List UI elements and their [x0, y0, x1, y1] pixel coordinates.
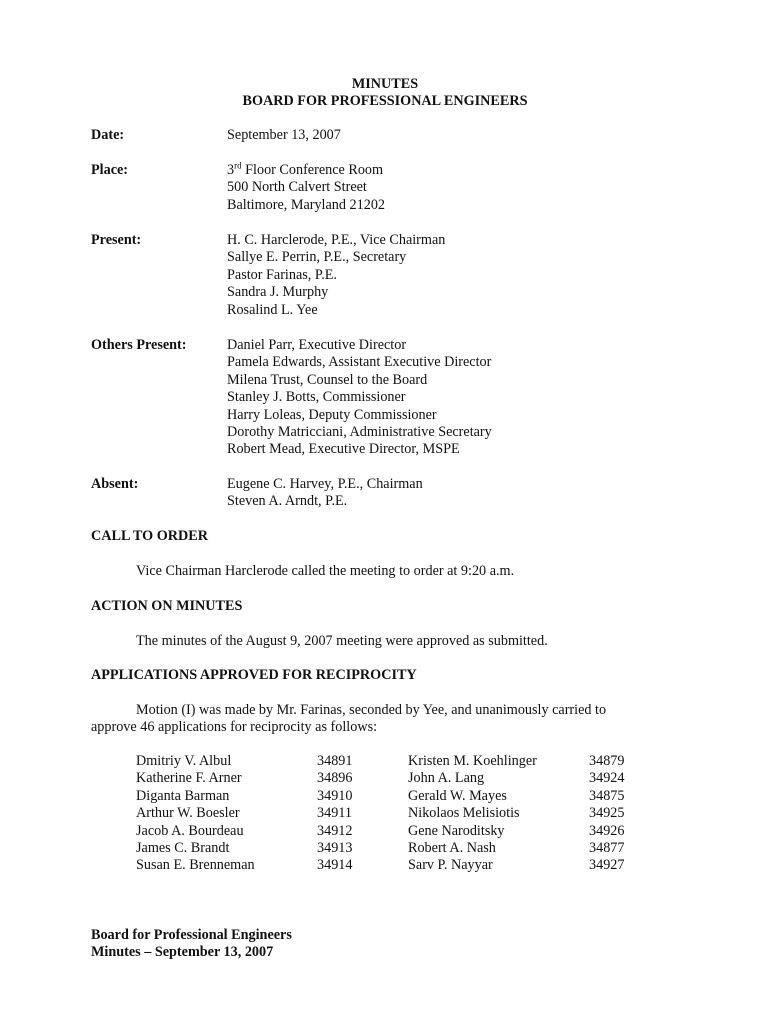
applicant-name: Kristen M. Koehlinger [408, 753, 537, 769]
footer-line-1: Board for Professional Engineers [91, 927, 292, 943]
page-footer [91, 927, 292, 962]
applicant-name: Arthur W. Boesler [136, 805, 240, 822]
applicant-name: Susan E. Brenneman [136, 857, 255, 874]
license-number: 34911 [317, 805, 352, 822]
date-text: September 13, 2007 [227, 127, 341, 143]
document-subtitle: BOARD FOR PROFESSIONAL ENGINEERS [242, 93, 528, 109]
license-number: 34925 [589, 805, 625, 822]
applicant-name: John A. Lang [408, 770, 485, 787]
place-line-2: 500 North Calvert Street [227, 179, 367, 196]
reciprocity-motion [91, 702, 651, 737]
others-present-name: Milena Trust, Counsel to the Board [227, 371, 428, 388]
date-label: Date: [91, 127, 125, 143]
applicant-name: Dmitriy V. Albul [136, 753, 232, 769]
reciprocity-right-numbers [589, 753, 624, 875]
license-number: 34914 [317, 857, 353, 874]
license-number: 34913 [317, 839, 353, 856]
present-name: H. C. Harclerode, P.E., Vice Chairman [227, 232, 446, 248]
license-number: 34877 [589, 839, 625, 856]
reciprocity-heading: APPLICATIONS APPROVED FOR RECIPROCITY [91, 667, 417, 683]
present-list [227, 232, 445, 319]
others-present-label: Others Present: [91, 337, 187, 353]
others-present-name: Dorothy Matricciani, Administrative Secretary [227, 424, 492, 441]
applicant-name: Gerald W. Mayes [408, 787, 507, 804]
absent-name: Steven A. Arndt, P.E. [227, 493, 348, 510]
others-present-name: Robert Mead, Executive Director, MSPE [227, 441, 460, 458]
license-number: 34912 [317, 822, 353, 839]
place-floor-suffix: rd [234, 160, 242, 171]
license-number: 34927 [589, 857, 625, 874]
applicant-name: Sarv P. Nayyar [408, 857, 493, 874]
place-floor-number: 3 [227, 162, 235, 178]
license-number: 34879 [589, 753, 625, 769]
call-to-order-heading: CALL TO ORDER [91, 528, 208, 544]
license-number: 34896 [317, 770, 353, 787]
motion-line-2: approve 46 applications for reciprocity as follows: [91, 719, 378, 736]
date-value [227, 127, 341, 144]
action-on-minutes-text: The minutes of the August 9, 2007 meeting were approved as submitted. [136, 633, 548, 649]
others-present-name: Stanley J. Botts, Commissioner [227, 389, 406, 406]
applicant-name: James C. Brandt [136, 839, 230, 856]
footer-line-2: Minutes – September 13, 2007 [91, 944, 274, 961]
applicant-name: Nikolaos Melisiotis [408, 805, 520, 822]
place-label: Place: [91, 162, 129, 178]
place-floor-rest: Floor Conference Room [241, 162, 384, 178]
present-name: Sandra J. Murphy [227, 284, 329, 301]
applicant-name: Gene Naroditsky [408, 822, 505, 839]
place-value [227, 162, 385, 214]
present-name: Sallye E. Perrin, P.E., Secretary [227, 249, 407, 266]
absent-list [227, 476, 423, 511]
motion-line-1: Motion (I) was made by Mr. Farinas, seconded by Yee, and unanimously carried to [136, 702, 607, 718]
others-present-name: Harry Loleas, Deputy Commissioner [227, 406, 437, 423]
others-present-name: Daniel Parr, Executive Director [227, 337, 407, 353]
absent-name: Eugene C. Harvey, P.E., Chairman [227, 476, 423, 492]
applicant-name: Katherine F. Arner [136, 770, 242, 787]
present-name: Pastor Farinas, P.E. [227, 266, 337, 283]
document-title: MINUTES [351, 76, 419, 92]
applicant-name: Diganta Barman [136, 787, 230, 804]
absent-label: Absent: [91, 476, 139, 492]
present-name: Rosalind L. Yee [227, 301, 318, 318]
reciprocity-left-numbers [317, 753, 352, 875]
others-present-name: Pamela Edwards, Assistant Executive Director [227, 354, 492, 371]
license-number: 34910 [317, 787, 353, 804]
others-present-list [227, 337, 492, 459]
reciprocity-left-names [136, 753, 255, 875]
call-to-order-text: Vice Chairman Harclerode called the meeting to order at 9:20 a.m. [136, 563, 515, 579]
place-line-1 [227, 162, 385, 179]
applicant-name: Robert A. Nash [408, 839, 496, 856]
reciprocity-right-names [408, 753, 537, 875]
license-number: 34924 [589, 770, 625, 787]
present-label: Present: [91, 232, 142, 248]
applicant-name: Jacob A. Bourdeau [136, 822, 244, 839]
license-number: 34875 [589, 787, 625, 804]
place-line-3: Baltimore, Maryland 21202 [227, 196, 386, 213]
action-on-minutes-heading: ACTION ON MINUTES [91, 598, 243, 614]
license-number: 34891 [317, 753, 353, 769]
license-number: 34926 [589, 822, 625, 839]
